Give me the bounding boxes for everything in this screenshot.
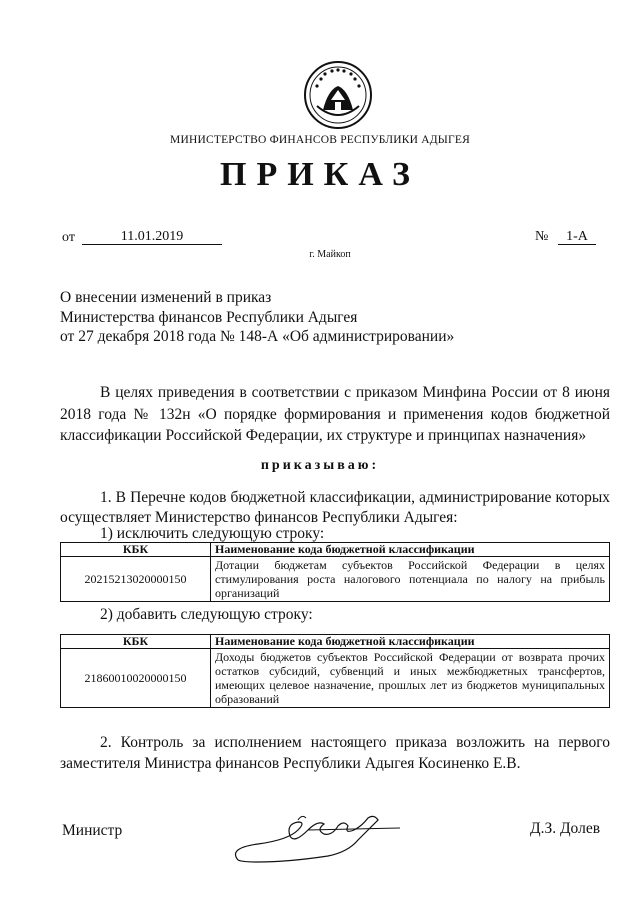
header-code: КБК — [61, 635, 211, 649]
subpoint-exclude: 1) исключить следующую строку: — [100, 525, 325, 542]
preamble-paragraph: В целях приведения в соответствии с приказом Минфина России от 8 июня 2018 года № 132н «О порядке формирования и применения кодов бюджетной классификации Российской Федерации, их структуре и принципах назначения» — [60, 384, 610, 444]
signer-name: Д.З. Долев — [530, 820, 601, 837]
subject-line: от 27 декабря 2018 года № 148-А «Об администрировании» — [60, 328, 455, 345]
coat-of-arms-emblem — [303, 60, 373, 130]
signer-title: Министр — [62, 822, 123, 839]
header-code: КБК — [61, 543, 211, 557]
subpoint-add: 2) добавить следующую строку: — [100, 606, 313, 623]
table-header-row — [61, 543, 610, 557]
point-2-paragraph: 2. Контроль за исполнением настоящего приказа возложить на первого заместителя Министра финансов Республики Адыгея Косиненко Е.В. — [60, 734, 610, 772]
document-date: 11.01.2019 — [82, 229, 222, 245]
document-city: г. Майкоп — [309, 249, 351, 260]
kbk-name: Доходы бюджетов субъектов Российской Федерации от возврата прочих остатков субсидий, субвенций и иных межбюджетных трансфертов, имеющих целевое назначение, прошлых лет из бюджетов муниципальных образований — [211, 649, 610, 708]
kbk-code: 20215213020000150 — [61, 557, 211, 602]
handwritten-signature — [228, 800, 408, 870]
number-prefix: № — [535, 229, 549, 244]
table-row — [61, 649, 610, 708]
document-subject — [60, 288, 454, 347]
subject-line: О внесении изменений в приказ — [60, 289, 272, 306]
exclude-table — [60, 542, 610, 602]
table-header-row — [61, 635, 610, 649]
date-prefix: от — [62, 230, 75, 245]
ministry-name: МИНИСТЕРСТВО ФИНАНСОВ РЕСПУБЛИКИ АДЫГЕЯ — [170, 134, 470, 146]
add-table — [60, 634, 610, 708]
point-1-paragraph: 1. В Перечне кодов бюджетной классификации, администрирование которых осуществляет Министерство финансов Республики Адыгея: — [60, 489, 610, 526]
kbk-code: 21860010020000150 — [61, 649, 211, 708]
document-number: 1-А — [558, 229, 596, 245]
table-row — [61, 557, 610, 602]
document-title: ПРИКАЗ — [220, 156, 420, 193]
header-name: Наименование кода бюджетной классификации — [211, 635, 610, 649]
kbk-name: Дотации бюджетам субъектов Российской Федерации в целях стимулирования роста налогового потенциала по налогу на прибыль организаций — [211, 557, 610, 602]
header-name: Наименование кода бюджетной классификации — [211, 543, 610, 557]
decree-heading: приказываю: — [260, 458, 380, 473]
subject-line: Министерства финансов Республики Адыгея — [60, 308, 358, 326]
